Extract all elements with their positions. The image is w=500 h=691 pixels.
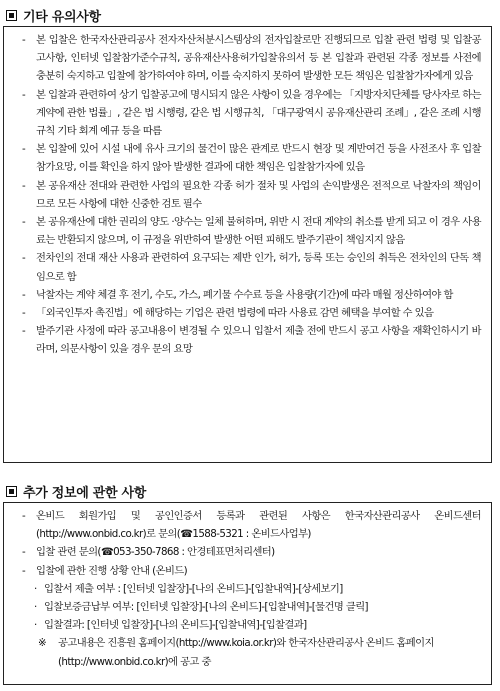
reference-note: ※ 공고내용은 진흥원 홈페이지(http://www.koia.or.kr)와 한국자산관리공사 온비드 홈페이지(http://www.onbid.co.kr)에 공고 중	[32, 634, 481, 670]
square-bullet-icon	[6, 486, 17, 497]
list-item: - 입찰에 관한 진행 상황 안내 (온비드)	[22, 564, 188, 577]
list-item: - 「외국인투자 촉진법」에 해당하는 기업은 관련 법령에 따라 사용료 감면 혜택을 부여할 수 있음	[22, 307, 434, 320]
list-item: - 본 입찰은 한국자산관리공사 전자자산처분시스템상의 전자입찰로만 진행되므로 입찰 관련 법령 및 입찰공고사항, 인터넷 입찰참가준수규칙, 공유재산사용허가입찰유의서 등 본 입찰과 관련된 각종 정보를 사전에 충분히 숙지하고 입찰에 참가하여야 하며, 이를 숙지하지 못하여 발생한 모든 책임은 입찰참가자에게 있음	[22, 34, 481, 83]
list-item: - 발주기관 사정에 따라 공고내용이 변경될 수 있으니 입찰서 제출 전에 반드시 공고 사항을 재확인하시기 바라며, 의문사항이 있을 경우 문의 요망	[22, 325, 481, 356]
list-item: - 온비드 회원가입 및 공인인증서 등록과 관련된 사항은 한국자산관리공사 온비드센터 (http://www.onbid.co.kr)로 문의(☎1588-5321 : 온비드사업부)	[22, 510, 481, 541]
list-item: - 본 입찰과 관련하여 상기 입찰공고에 명시되지 않은 사항이 있을 경우에는 「지방자치단체를 당사자로 하는 계약에 관한 법률」, 같은 법 시행령, 같은 법 시행규칙, 「대구광역시 공유재산관리 조례」, 같은 조례 시행규칙 기타 회계 예규 등을 따름	[22, 88, 481, 138]
list-item: - 낙찰자는 계약 체결 후 전기, 수도, 가스, 폐기물 수수료 등을 사용량(기간)에 따라 매월 정산하여야 함	[22, 288, 453, 301]
reference-mark: ※	[38, 637, 47, 650]
section-title: 기타 유의사항	[23, 10, 101, 25]
section-header-notes	[6, 6, 101, 25]
additional-info-box	[3, 502, 492, 685]
sub-list-item: · 입찰결과: [인터넷 입찰장]-[나의 온비드]-[입찰내역]-[입찰결과]	[34, 619, 307, 632]
list-item: - 입찰 관련 문의(☎053-350-7868 : 안경테표면처리센터)	[22, 546, 275, 559]
sub-list-item: · 입찰서 제출 여부 : [인터넷 입찰장]-[나의 온비드]-[입찰내역]-[상세보기]	[34, 582, 343, 595]
section-header-additional-info	[6, 482, 146, 501]
notes-box	[3, 26, 492, 463]
sub-list-item: · 입찰보증금납부 여부: [인터넷 입찰장]-[나의 온비드]-[입찰내역]-[물건명 클릭]	[34, 601, 368, 614]
list-item: - 본 공유재산에 대한 권리의 양도 ·양수는 일체 불허하며, 위반 시 전대 계약의 취소를 받게 되고 이 경우 사용료는 반환되지 않으며, 이 규정을 위반하여 발생한 어떤 피해도 발주기관이 책임지지 않음	[22, 216, 481, 247]
list-item: - 본 입찰에 있어 시설 내에 유사 크기의 물건이 많은 관계로 반드시 현장 및 계반여건 등을 사전조사 후 입찰참가요망, 이를 확인을 하지 않아 발생한 결과에 대한 책임은 입찰참가자에 있음	[22, 143, 481, 174]
list-item: - 전차인의 전대 재산 사용과 관련하여 요구되는 제반 인가, 허가, 등록 또는 승인의 취득은 전차인의 단독 책임으로 함	[22, 252, 481, 283]
section-title: 추가 정보에 관한 사항	[23, 486, 146, 501]
square-bullet-icon	[6, 10, 17, 21]
list-item: - 본 공유재산 전대와 관련한 사업의 필요한 각종 허가 절차 및 사업의 손익발생은 전적으로 낙찰자의 책임이므로 모든 사항에 대한 신중한 검토 필수	[22, 179, 481, 210]
